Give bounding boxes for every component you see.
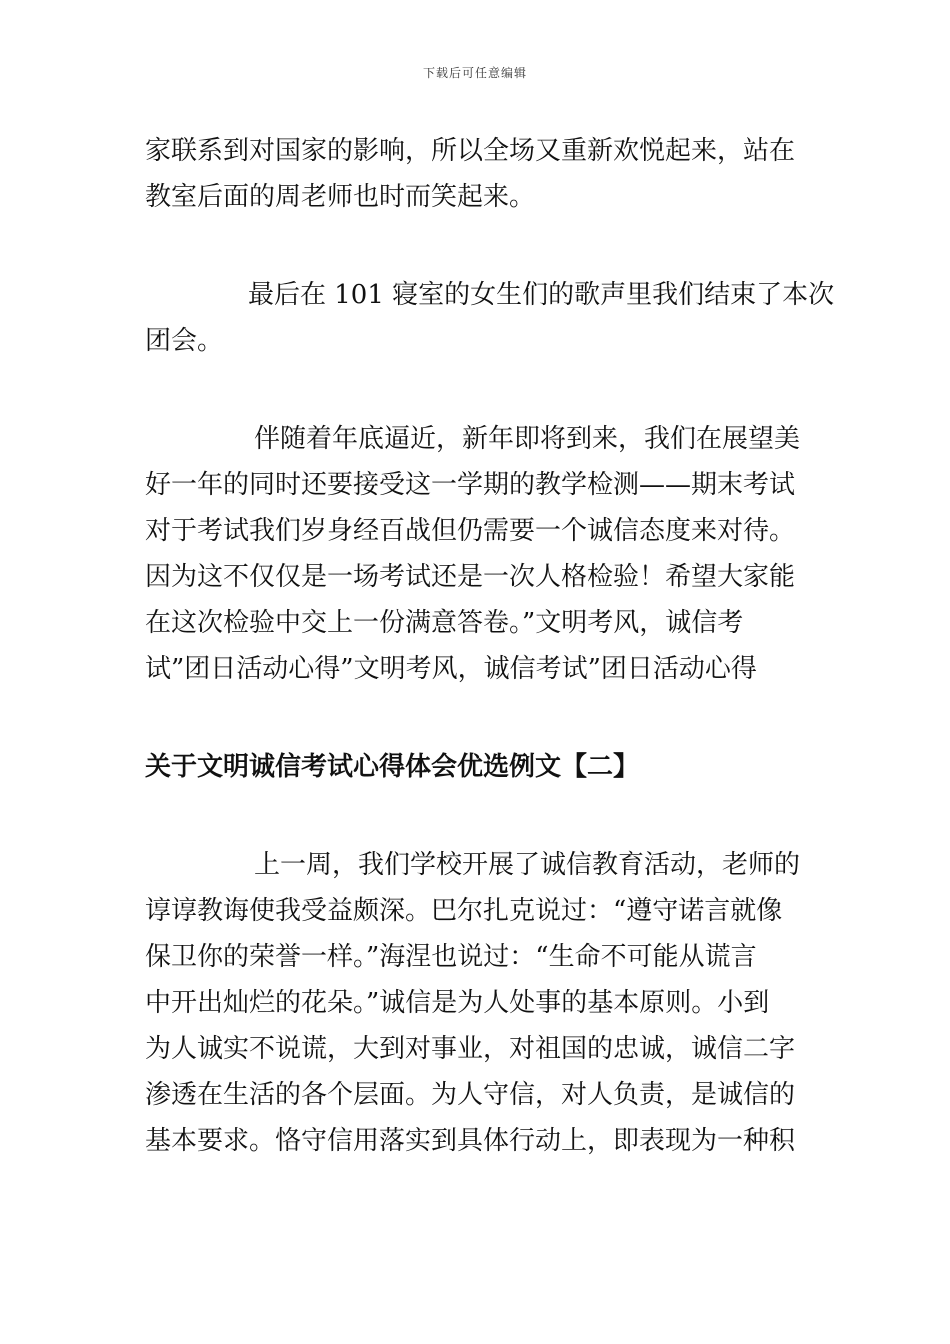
page-header: 下载后可任意编辑 — [422, 66, 527, 80]
section-heading: 关于文明诚信考试心得体会优选例文【二】 — [145, 752, 640, 782]
paragraph-4 — [145, 842, 810, 1164]
document-body — [145, 128, 835, 1164]
paragraph-line: 好一年的同时还要接受这一学期的教学检测——期末考试 — [145, 470, 796, 500]
paragraph-2 — [145, 272, 835, 364]
paragraph-line: 在这次检验中交上一份满意答卷。”文明考风，诚信考 — [145, 608, 744, 638]
paragraph-line: 渗透在生活的各个层面。为人守信，对人负责，是诚信的 — [145, 1080, 796, 1110]
paragraph-line: 团会。 — [145, 326, 224, 356]
paragraph-line: 最后在 101 寝室的女生们的歌声里我们结束了本次 — [248, 280, 835, 310]
paragraph-line: 基本要求。恪守信用落实到具体行动上，即表现为一种积 — [145, 1126, 796, 1156]
paragraph-line: 上一周，我们学校开展了诚信教育活动，老师的 — [254, 850, 801, 880]
paragraph-1 — [145, 128, 810, 220]
paragraph-line: 对于考试我们岁身经百战但仍需要一个诚信态度来对待。 — [145, 516, 796, 546]
paragraph-line: 家联系到对国家的影响，所以全场又重新欢悦起来，站在 — [145, 136, 796, 166]
paragraph-line: 保卫你的荣誉一样。”海涅也说过：“生命不可能从谎言 — [145, 942, 757, 972]
paragraph-3 — [145, 416, 810, 692]
paragraph-line: 为人诚实不说谎，大到对事业，对祖国的忠诚，诚信二字 — [145, 1034, 796, 1064]
paragraph-line: 谆谆教诲使我受益颇深。巴尔扎克说过：“遵守诺言就像 — [145, 896, 783, 926]
paragraph-line: 伴随着年底逼近，新年即将到来，我们在展望美 — [254, 424, 801, 454]
paragraph-line: 中开出灿烂的花朵。”诚信是为人处事的基本原则。小到 — [145, 988, 770, 1018]
paragraph-line: 试”团日活动心得”文明考风，诚信考试”团日活动心得 — [145, 654, 757, 684]
paragraph-line: 教室后面的周老师也时而笑起来。 — [145, 182, 536, 212]
paragraph-line: 因为这不仅仅是一场考试还是一次人格检验！希望大家能 — [145, 562, 796, 592]
